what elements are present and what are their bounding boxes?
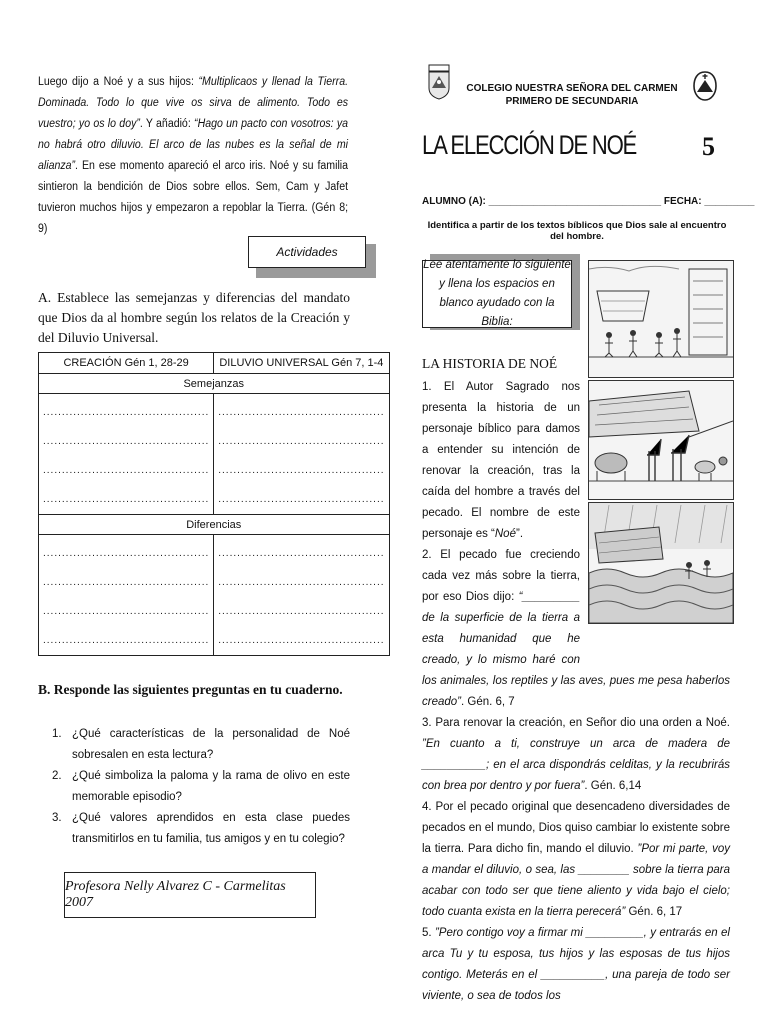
actividades-label: Actividades (248, 236, 366, 268)
intro-quote: “Hago un pacto con vosotros: ya no habrá otro diluvio. El arco de las nubes es la señal de mi alianza” (38, 118, 349, 172)
teacher-signature-box: Profesora Nelly Alvarez C - Carmelitas 2007 (64, 872, 316, 918)
actividades-box (248, 236, 378, 280)
story-emphasis: Noé (494, 528, 516, 540)
semejanzas-creacion-cell[interactable] (39, 394, 214, 515)
story-text-run: . Gén. 6,14 (584, 780, 642, 792)
story-text (422, 377, 730, 1007)
blank-line: ............................................ (43, 494, 210, 505)
blank-line: ............................................ (218, 436, 385, 447)
blank-line: ............................................ (43, 577, 210, 588)
question-item (52, 766, 350, 808)
lesson-number: 5 (702, 132, 715, 161)
blank-line: ............................................ (43, 548, 210, 559)
question-list (52, 724, 350, 850)
section-a-heading: A. Establece las semejanzas y diferencias del mandato que Dios da al hombre según los relatos de la Creación y del Diluvio Universal. (38, 290, 350, 345)
blank-line: ............................................ (218, 606, 385, 617)
blank-line: ............................................ (218, 407, 385, 418)
question-text: ¿Qué simboliza la paloma y la rama de olivo en este memorable episodio? (72, 770, 350, 803)
blank-line: ............................................ (43, 635, 210, 646)
instruction-text: Identifica a partir de los textos bíblicos que Dios sale al encuentro del hombre. (427, 220, 727, 242)
blank-line: ............................................ (218, 494, 385, 505)
question-text: ¿Qué características de la personalidad de Noé sobresalen en esta lectura? (72, 728, 350, 761)
story-quote: ”Por mi parte, voy a mandar el diluvio, o sea, las ________ sobre la tierra para acabar con todo ser que tiene aliento y vida bajo el cielo; todo cuanta exista en la tierra perecerá” (422, 843, 730, 918)
blank-line: ............................................ (43, 436, 210, 447)
story-heading: LA HISTORIA DE NOÉ (422, 356, 558, 371)
section-b-heading: B. Responde las siguientes preguntas en tu cuaderno. (38, 682, 343, 697)
story-quote: ”En cuanto a ti, construye un arca de madera de __________; en el arca dispondrás celditas, y la recubrirás con brea por dentro y por fuera” (422, 738, 730, 792)
semejanzas-diluvio-cell[interactable] (214, 394, 389, 515)
school-name: COLEGIO NUESTRA SEÑORA DEL CARMEN (466, 83, 678, 94)
intro-paragraph (38, 72, 348, 240)
read-instructions-text: Lee atentamente lo siguiente y llena los espacios en blanco ayudado con la Biblia: (423, 259, 571, 328)
story-text-run: 5. (422, 927, 435, 939)
question-number: 3. (52, 812, 62, 824)
school-header (462, 82, 682, 108)
intro-text: . En ese momento apareció el arco iris. Noé y su familia sintieron la bendición de Dios sobre ellos. Sem, Cam y Jafet tuvieron muchos hijos y empezaron a repoblar la Tierra. (Gén 8; 9) (38, 160, 349, 235)
blank-line: ............................................ (43, 606, 210, 617)
blank-line: ............................................ (218, 465, 385, 476)
grade-level: PRIMERO DE SECUNDARIA (505, 96, 639, 107)
question-item (52, 808, 350, 850)
question-number: 2. (52, 770, 62, 782)
building-ark-illustration (588, 260, 734, 378)
diferencias-label: Diferencias (39, 515, 390, 535)
story-text-run: 4. Por el pecado original que desencadeno diversidades de pecados en el mundo, Dios quiso cambiar lo existente sobre la tierra. Para dicho fin, mando el diluvio. (422, 801, 730, 855)
school-crest-icon (428, 64, 450, 100)
question-text: ¿Qué valores aprendidos en esta clase puedes transmitirlos en tu familia, tus amigos y en tu colegio? (72, 812, 350, 845)
question-number: 1. (52, 728, 62, 740)
intro-quote: “Multiplicaos y llenad la Tierra. Dominada. Todo lo que vive os sirva de alimento. Todo es vuestro; yo os lo doy” (38, 76, 349, 130)
blank-line: ............................................ (218, 548, 385, 559)
story-paragraph-2 (422, 545, 730, 713)
intro-text: . Y añadió: (139, 118, 195, 130)
read-instructions-box (422, 248, 582, 332)
story-quote: ”Pero contigo voy a firmar mi _________, y entrarás en el arca Tu y tu esposa, tus hijos y las esposas de tus hijos contigo. Meterás en el __________, una pareja de todo ser viviente, o sea de todos los (422, 927, 730, 1002)
story-paragraph-5 (422, 923, 730, 1007)
blank-line: ............................................ (218, 635, 385, 646)
story-text-run: Gén. 6, 17 (625, 906, 683, 918)
intro-text: Luego dijo a Noé y a sus hijos: (38, 76, 199, 88)
image-spacer (580, 545, 730, 671)
story-quote: “_________ de la superficie de la tierra a esta humanidad que he creado, y lo mismo haré con los animales, los reptiles y las aves, pues me pesa haberlos creado” (422, 591, 730, 708)
carmelite-emblem-icon (692, 70, 718, 102)
blank-line: ............................................ (43, 465, 210, 476)
table-header-diluvio: DILUVIO UNIVERSAL Gén 7, 1-4 (214, 353, 389, 374)
left-column (38, 72, 385, 910)
question-item (52, 724, 350, 766)
story-paragraph-4 (422, 797, 730, 923)
comparison-table (38, 352, 390, 656)
diferencias-creacion-cell[interactable] (39, 535, 214, 656)
story-text-run: 2. El pecado fue creciendo cada vez más sobre la tierra, por eso Dios dijo: (422, 549, 580, 603)
story-text-run: 3. Para renovar la creación, en Señor dio una orden a Noé. (422, 717, 730, 729)
blank-line: ............................................ (218, 577, 385, 588)
story-text-run: . Gén. 6, 7 (461, 696, 515, 708)
blank-line: ............................................ (43, 407, 210, 418)
semejanzas-label: Semejanzas (39, 374, 390, 394)
page-title: LA ELECCIÓN DE NOÉ (422, 130, 637, 160)
story-paragraph-3 (422, 713, 730, 797)
story-text-run: 1. El Autor Sagrado nos presenta la historia de un personaje bíblico para damos a entender su intención de renovar la creación, tras la caída del hombre a través del pecado. El nombre de este personaje es “ (422, 381, 580, 540)
story-paragraph-1 (422, 377, 580, 545)
table-header-creacion: CREACIÓN Gén 1, 28-29 (39, 353, 214, 374)
diferencias-diluvio-cell[interactable] (214, 535, 389, 656)
story-text-run: ”. (515, 528, 524, 540)
student-name-date-line[interactable]: ALUMNO (A): _______________________________ FECHA: _________ (422, 196, 755, 207)
